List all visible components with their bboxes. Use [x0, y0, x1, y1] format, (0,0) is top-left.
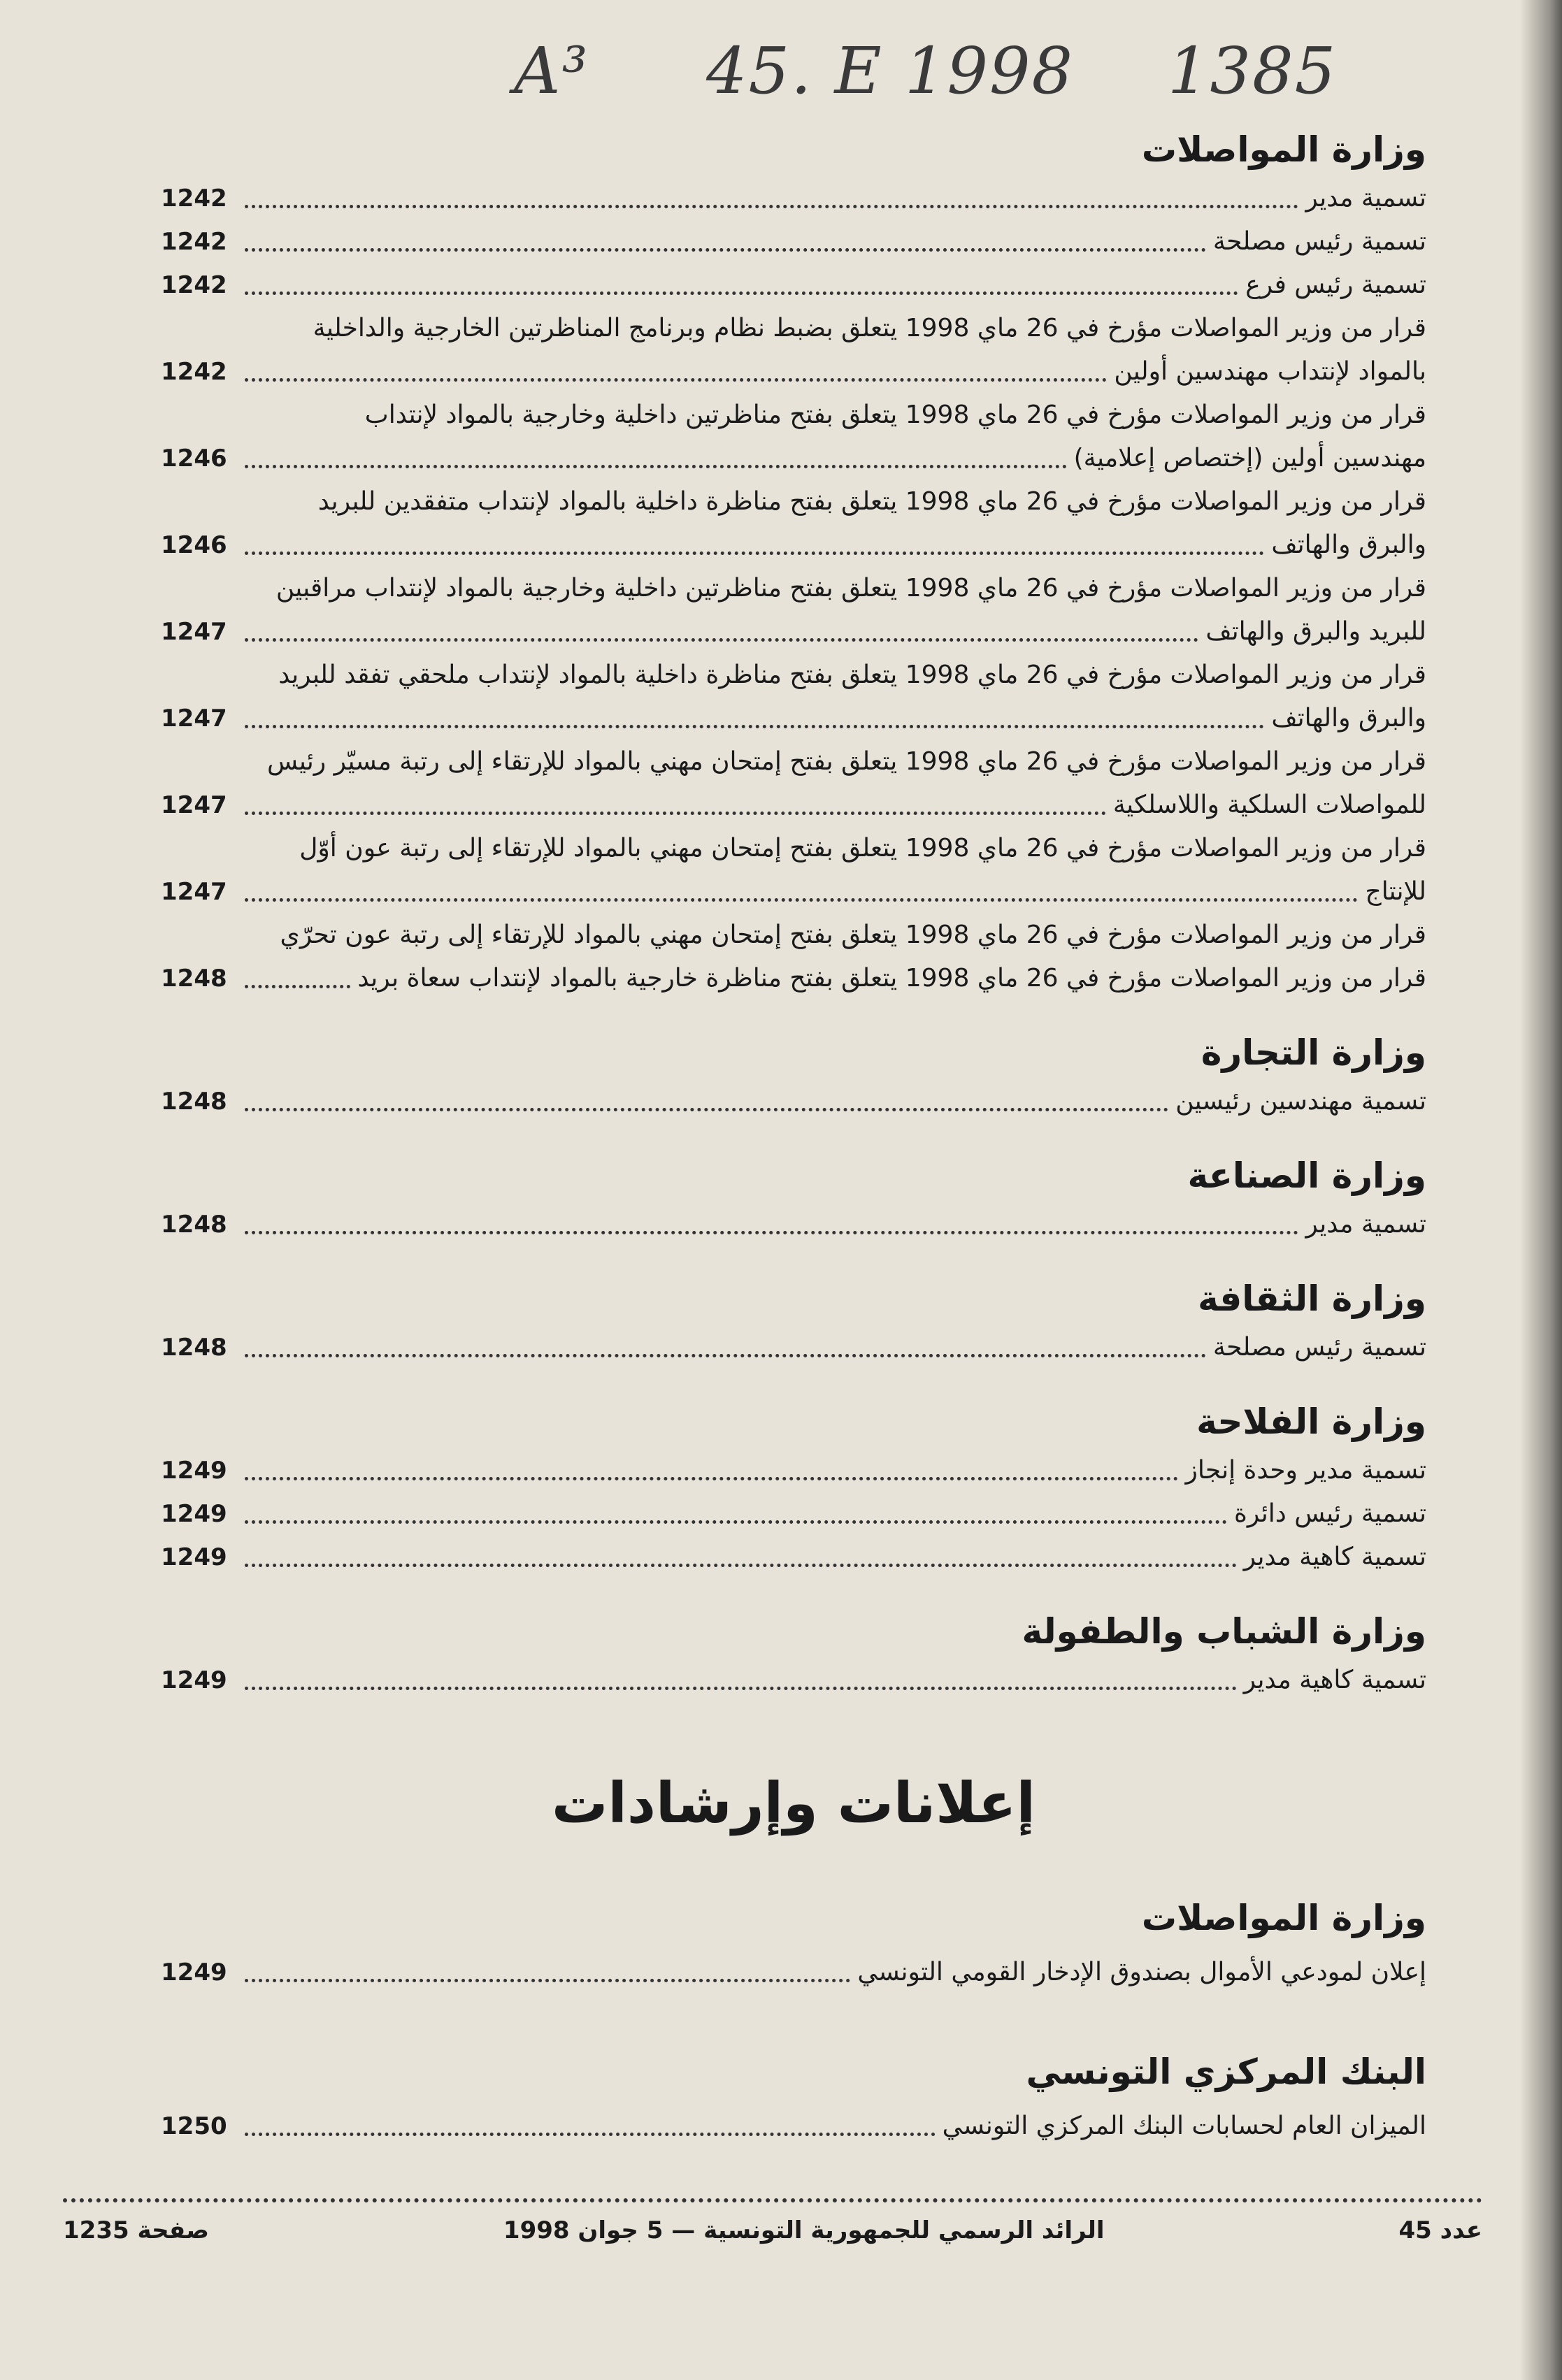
entry-title: تسمية رئيس فرع	[1245, 271, 1426, 299]
footer-publication: الرائد الرسمي للجمهورية التونسية — 5 جوان 1998	[503, 2216, 1105, 2244]
toc-entry-multiline	[161, 740, 1426, 827]
page-number: 1248	[161, 1334, 227, 1362]
dot-leader	[245, 205, 1298, 208]
footer-issue: عدد 45	[1398, 2216, 1482, 2244]
announcements-title: إعلانات وإرشادات	[552, 1770, 1036, 1836]
ministry-heading: البنك المركزي التونسي	[1026, 2051, 1426, 2092]
entry-title-line1: قرار من وزير المواصلات مؤرخ في 26 ماي 1998 يتعلق بفتح مناظرة داخلية بالمواد لإنتداب ملحقي تفقد للبريد	[278, 661, 1426, 689]
page-number: 1246	[161, 445, 227, 473]
ministry-heading: وزارة التجارة	[1201, 1032, 1426, 1073]
entry-title-line2: مهندسين أولين (إختصاص إعلامية)	[1073, 444, 1426, 473]
table-of-contents	[161, 122, 1426, 2148]
toc-entry	[161, 1492, 1426, 1536]
dot-leader	[245, 1231, 1298, 1234]
entry-title: تسمية رئيس مصلحة	[1212, 227, 1426, 256]
toc-entry-multiline	[161, 654, 1426, 740]
page-number: 1248	[161, 965, 227, 993]
dot-leader	[245, 291, 1238, 295]
entry-title: الميزان العام لحسابات البنك المركزي التونسي	[942, 2112, 1426, 2140]
entry-title-line2: للإنتاج	[1365, 877, 1426, 906]
page-number: 1249	[161, 1457, 227, 1485]
dot-leader	[245, 812, 1106, 815]
entry-title: تسمية مدير	[1305, 184, 1426, 212]
dot-leader	[245, 551, 1264, 555]
page-number: 1249	[161, 1500, 227, 1528]
entry-title-line1: قرار من وزير المواصلات مؤرخ في 26 ماي 1998 يتعلق بفتح إمتحان مهني بالمواد للإرتقاء إلى رتبة عون تحرّي	[280, 921, 1426, 949]
toc-entry-multiline	[161, 307, 1426, 394]
dot-leader	[245, 1354, 1206, 1357]
ministry-heading: وزارة الشباب والطفولة	[1022, 1611, 1426, 1652]
toc-entry-multiline	[161, 914, 1426, 1000]
dot-leader	[245, 985, 350, 988]
page-number: 1242	[161, 228, 227, 256]
toc-entry	[161, 1203, 1426, 1246]
handwritten-note-right: 1385	[1168, 34, 1338, 108]
page-number: 1242	[161, 185, 227, 212]
page-number: 1249	[161, 1666, 227, 1694]
entry-title: تسمية مدير وحدة إنجاز	[1185, 1456, 1426, 1485]
footer-divider	[63, 2198, 1482, 2202]
entry-title: تسمية رئيس مصلحة	[1212, 1333, 1426, 1362]
page-footer	[63, 2198, 1482, 2244]
ministry-heading: وزارة المواصلات	[1141, 129, 1426, 170]
entry-title-line1: قرار من وزير المواصلات مؤرخ في 26 ماي 1998 يتعلق بضبط نظام وبرنامج المناظرتين الخارجية والداخلية	[313, 314, 1426, 342]
dot-leader	[245, 1477, 1178, 1480]
entry-title-line2: والبرق والهاتف	[1271, 704, 1426, 733]
toc-entry	[161, 177, 1426, 220]
toc-entry-multiline	[161, 394, 1426, 480]
entry-title-line2: للمواصلات السلكية واللاسلكية	[1112, 791, 1426, 819]
toc-entry-multiline	[161, 827, 1426, 914]
toc-entry	[161, 220, 1426, 264]
dot-leader	[245, 248, 1206, 252]
toc-entry	[161, 1951, 1426, 1994]
ministry-heading: وزارة المواصلات	[1141, 1898, 1426, 1938]
page-number: 1248	[161, 1088, 227, 1116]
toc-entry-multiline	[161, 480, 1426, 567]
entry-title-line1: قرار من وزير المواصلات مؤرخ في 26 ماي 1998 يتعلق بفتح إمتحان مهني بالمواد للإرتقاء إلى رتبة مسيّر رئيس	[267, 747, 1426, 776]
page-number: 1249	[161, 1959, 227, 1986]
entry-title: تسمية مهندسين رئيسين	[1175, 1087, 1426, 1116]
toc-entry-multiline	[161, 567, 1426, 654]
page-number: 1247	[161, 618, 227, 646]
entry-title-line2: قرار من وزير المواصلات مؤرخ في 26 ماي 1998 يتعلق بفتح مناظرة خارجية بالمواد لإنتداب سعاة بريد	[357, 964, 1426, 993]
page-number: 1247	[161, 791, 227, 819]
toc-entry	[161, 1080, 1426, 1123]
page-number: 1242	[161, 271, 227, 299]
toc-entry	[161, 1449, 1426, 1492]
dot-leader	[245, 2133, 936, 2136]
handwritten-note-middle: 45. E 1998	[706, 34, 1075, 108]
entry-title: تسمية كاهية مدير	[1243, 1543, 1426, 1571]
handwritten-note-left: A³	[514, 34, 589, 108]
dot-leader	[245, 1979, 850, 1982]
footer-page-number: صفحة 1235	[63, 2216, 209, 2244]
toc-entry	[161, 1326, 1426, 1369]
ministry-heading: وزارة الصناعة	[1187, 1155, 1426, 1196]
entry-title-line1: قرار من وزير المواصلات مؤرخ في 26 ماي 1998 يتعلق بفتح مناظرة داخلية بالمواد لإنتداب متفقدين للبريد	[317, 487, 1426, 516]
page-number: 1249	[161, 1543, 227, 1571]
dot-leader	[245, 898, 1358, 902]
toc-entry	[161, 2105, 1426, 2148]
dot-leader	[245, 378, 1107, 382]
binding-shadow	[1520, 0, 1562, 2380]
toc-entry	[161, 1659, 1426, 1702]
dot-leader	[245, 465, 1067, 468]
ministry-heading: وزارة الثقافة	[1198, 1278, 1426, 1319]
entry-title-line2: بالمواد لإنتداب مهندسين أولين	[1114, 357, 1426, 386]
dot-leader	[245, 638, 1198, 642]
page-number: 1246	[161, 531, 227, 559]
entry-title: تسمية رئيس دائرة	[1234, 1499, 1426, 1528]
dot-leader	[245, 725, 1264, 728]
toc-entry	[161, 1536, 1426, 1579]
ministry-heading: وزارة الفلاحة	[1196, 1401, 1426, 1442]
page-number: 1248	[161, 1211, 227, 1239]
entry-title: إعلان لمودعي الأموال بصندوق الإدخار القومي التونسي	[857, 1958, 1426, 1986]
dot-leader	[245, 1520, 1227, 1524]
page-number: 1242	[161, 358, 227, 386]
page-number: 1247	[161, 878, 227, 906]
entry-title-line1: قرار من وزير المواصلات مؤرخ في 26 ماي 1998 يتعلق بفتح مناظرتين داخلية وخارجية بالمواد لإنتداب مراقبين	[275, 574, 1426, 603]
entry-title-line1: قرار من وزير المواصلات مؤرخ في 26 ماي 1998 يتعلق بفتح إمتحان مهني بالمواد للإرتقاء إلى رتبة عون أوّل	[299, 834, 1426, 863]
entry-title-line2: للبريد والبرق والهاتف	[1205, 617, 1426, 646]
dot-leader	[245, 1564, 1237, 1567]
dot-leader	[245, 1108, 1168, 1111]
dot-leader	[245, 1687, 1237, 1690]
toc-entry	[161, 264, 1426, 307]
entry-title: تسمية مدير	[1305, 1210, 1426, 1239]
page-number: 1250	[161, 2112, 227, 2140]
entry-title: تسمية كاهية مدير	[1243, 1666, 1426, 1694]
entry-title-line2: والبرق والهاتف	[1271, 531, 1426, 559]
entry-title-line1: قرار من وزير المواصلات مؤرخ في 26 ماي 1998 يتعلق بفتح مناظرتين داخلية وخارجية بالمواد لإنتداب	[364, 401, 1426, 429]
page-number: 1247	[161, 705, 227, 733]
